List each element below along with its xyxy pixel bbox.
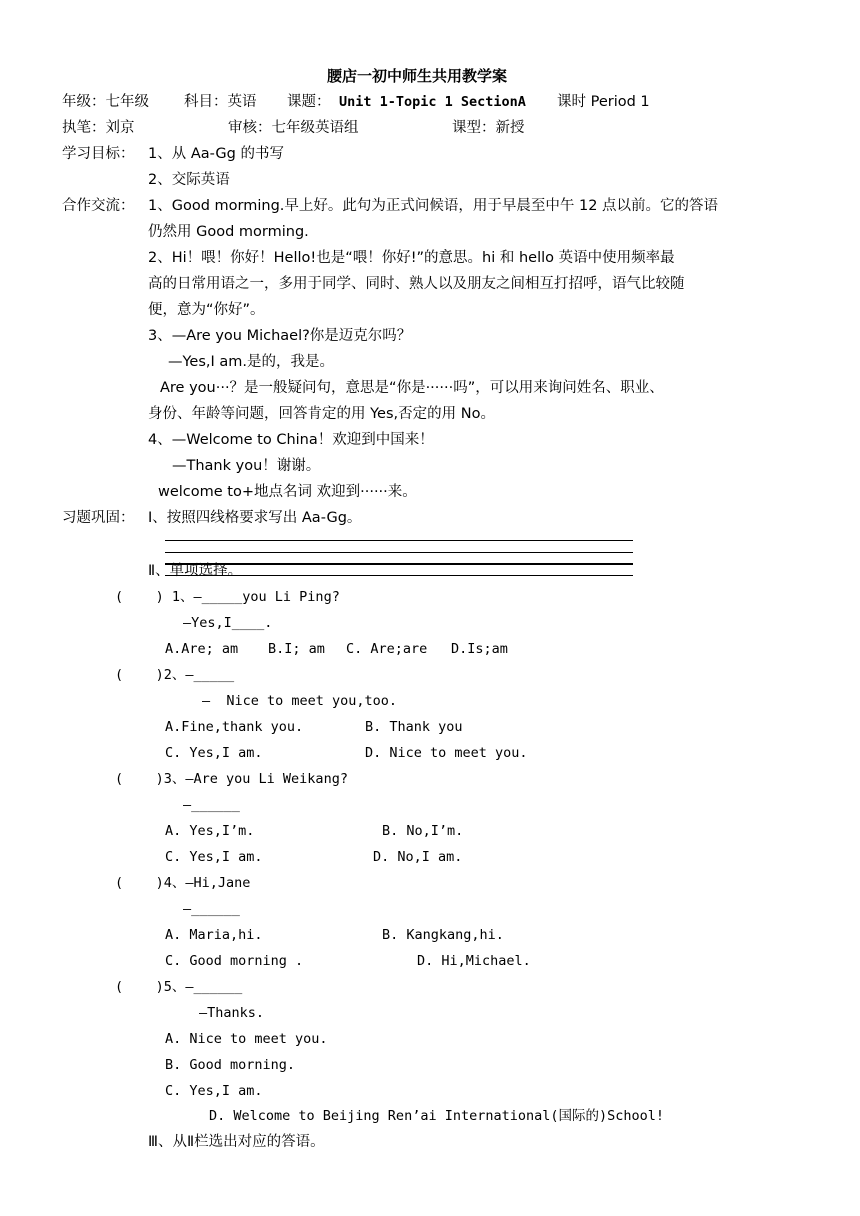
option-b: B. Kangkang,hi. bbox=[382, 927, 504, 943]
question-stem: ( )3、—Are you Li Weikang? bbox=[115, 771, 348, 787]
option-a: A. Maria,hi. bbox=[165, 927, 263, 943]
topic-label: 课题： bbox=[287, 94, 331, 110]
page-title: 腰店一初中师生共用教学案 bbox=[327, 67, 508, 85]
option-d: D. No,I am. bbox=[373, 849, 463, 865]
topic-value: Unit 1-Topic 1 SectionA bbox=[339, 94, 526, 110]
note-line: 1、Good morming.早上好。此句为正式问候语，用于早晨至中午 12 点以前。它的答语 bbox=[148, 198, 719, 214]
grid-line bbox=[165, 552, 633, 553]
period-label: 课时 Period 1 bbox=[557, 94, 650, 110]
question-reply: —______ bbox=[183, 797, 240, 813]
objectives-label: 学习目标： bbox=[62, 146, 135, 162]
objective-item: 2、交际英语 bbox=[148, 172, 230, 188]
cooperation-label: 合作交流： bbox=[62, 198, 135, 214]
option-a: A. Yes,I’m. bbox=[165, 823, 255, 839]
option-a: A.Are; am bbox=[165, 641, 239, 657]
note-line: 高的日常用语之一，多用于同学、同时、熟人以及朋友之间相互打招呼，语气比较随 bbox=[148, 276, 685, 292]
question-stem: ( )4、—Hi,Jane bbox=[115, 875, 251, 891]
note-line: welcome to+地点名词 欢迎到······来。 bbox=[158, 484, 417, 500]
note-line: Are you···？是一般疑问句，意思是“你是······吗”，可以用来询问姓名、职业、 bbox=[160, 380, 664, 396]
note-line: 2、Hi！喂！你好！Hello!也是“喂！你好!”的意思。hi 和 hello 英语中使用频率最 bbox=[148, 250, 675, 266]
question-reply: —Yes,I____. bbox=[183, 615, 273, 631]
option-c: C. Yes,I am. bbox=[165, 1083, 263, 1099]
question-stem: ( )2、—_____ bbox=[115, 667, 235, 683]
question-stem: ( ) 1、—_____you Li Ping? bbox=[115, 589, 340, 605]
option-b: B. Good morning. bbox=[165, 1057, 296, 1073]
note-line: 3、—Are you Michael?你是迈克尔吗？ bbox=[148, 328, 412, 344]
reviewer-label: 审核：七年级英语组 bbox=[228, 120, 359, 136]
option-a: A.Fine,thank you. bbox=[165, 719, 304, 735]
question-stem: ( )5、—______ bbox=[115, 979, 243, 995]
part-one-heading: Ⅰ、按照四线格要求写出 Aa-Gg。 bbox=[148, 510, 362, 526]
part-three-heading: Ⅲ、从Ⅱ栏选出对应的答语。 bbox=[148, 1134, 325, 1150]
note-line: 身份、年龄等问题，回答肯定的用 Yes,否定的用 No。 bbox=[148, 406, 495, 422]
question-reply: — Nice to meet you,too. bbox=[202, 693, 398, 709]
lesson-type-label: 课型：新授 bbox=[452, 120, 525, 136]
option-d: D. Nice to meet you. bbox=[365, 745, 528, 761]
option-d: D. Welcome to Beijing Ren’ai International(国际的)School! bbox=[209, 1108, 665, 1124]
note-line: 便，意为“你好”。 bbox=[148, 302, 265, 318]
question-reply: —______ bbox=[183, 901, 240, 917]
option-b: B. No,I’m. bbox=[382, 823, 464, 839]
subject-label: 科目：英语 bbox=[184, 94, 257, 110]
exercises-label: 习题巩固： bbox=[62, 510, 135, 526]
note-line: 仍然用 Good morming. bbox=[148, 224, 309, 240]
option-d: D. Hi,Michael. bbox=[417, 953, 531, 969]
part-two-heading: Ⅱ、单项选择。 bbox=[148, 563, 243, 579]
note-line: 4、—Welcome to China！欢迎到中国来！ bbox=[148, 432, 434, 448]
note-line: —Thank you！谢谢。 bbox=[172, 458, 321, 474]
option-b: B. Thank you bbox=[365, 719, 463, 735]
grid-line bbox=[165, 540, 633, 541]
note-line: —Yes,I am.是的，我是。 bbox=[168, 354, 335, 370]
option-c: C. Are;are bbox=[346, 641, 428, 657]
option-a: A. Nice to meet you. bbox=[165, 1031, 328, 1047]
writer-label: 执笔：刘京 bbox=[62, 120, 135, 136]
option-c: C. Yes,I am. bbox=[165, 849, 263, 865]
option-d: D.Is;am bbox=[451, 641, 508, 657]
question-reply: —Thanks. bbox=[199, 1005, 265, 1021]
option-c: C. Yes,I am. bbox=[165, 745, 263, 761]
option-c: C. Good morning . bbox=[165, 953, 304, 969]
option-b: B.I; am bbox=[268, 641, 325, 657]
grade-label: 年级：七年级 bbox=[62, 94, 149, 110]
objective-item: 1、从 Aa-Gg 的书写 bbox=[148, 146, 284, 162]
